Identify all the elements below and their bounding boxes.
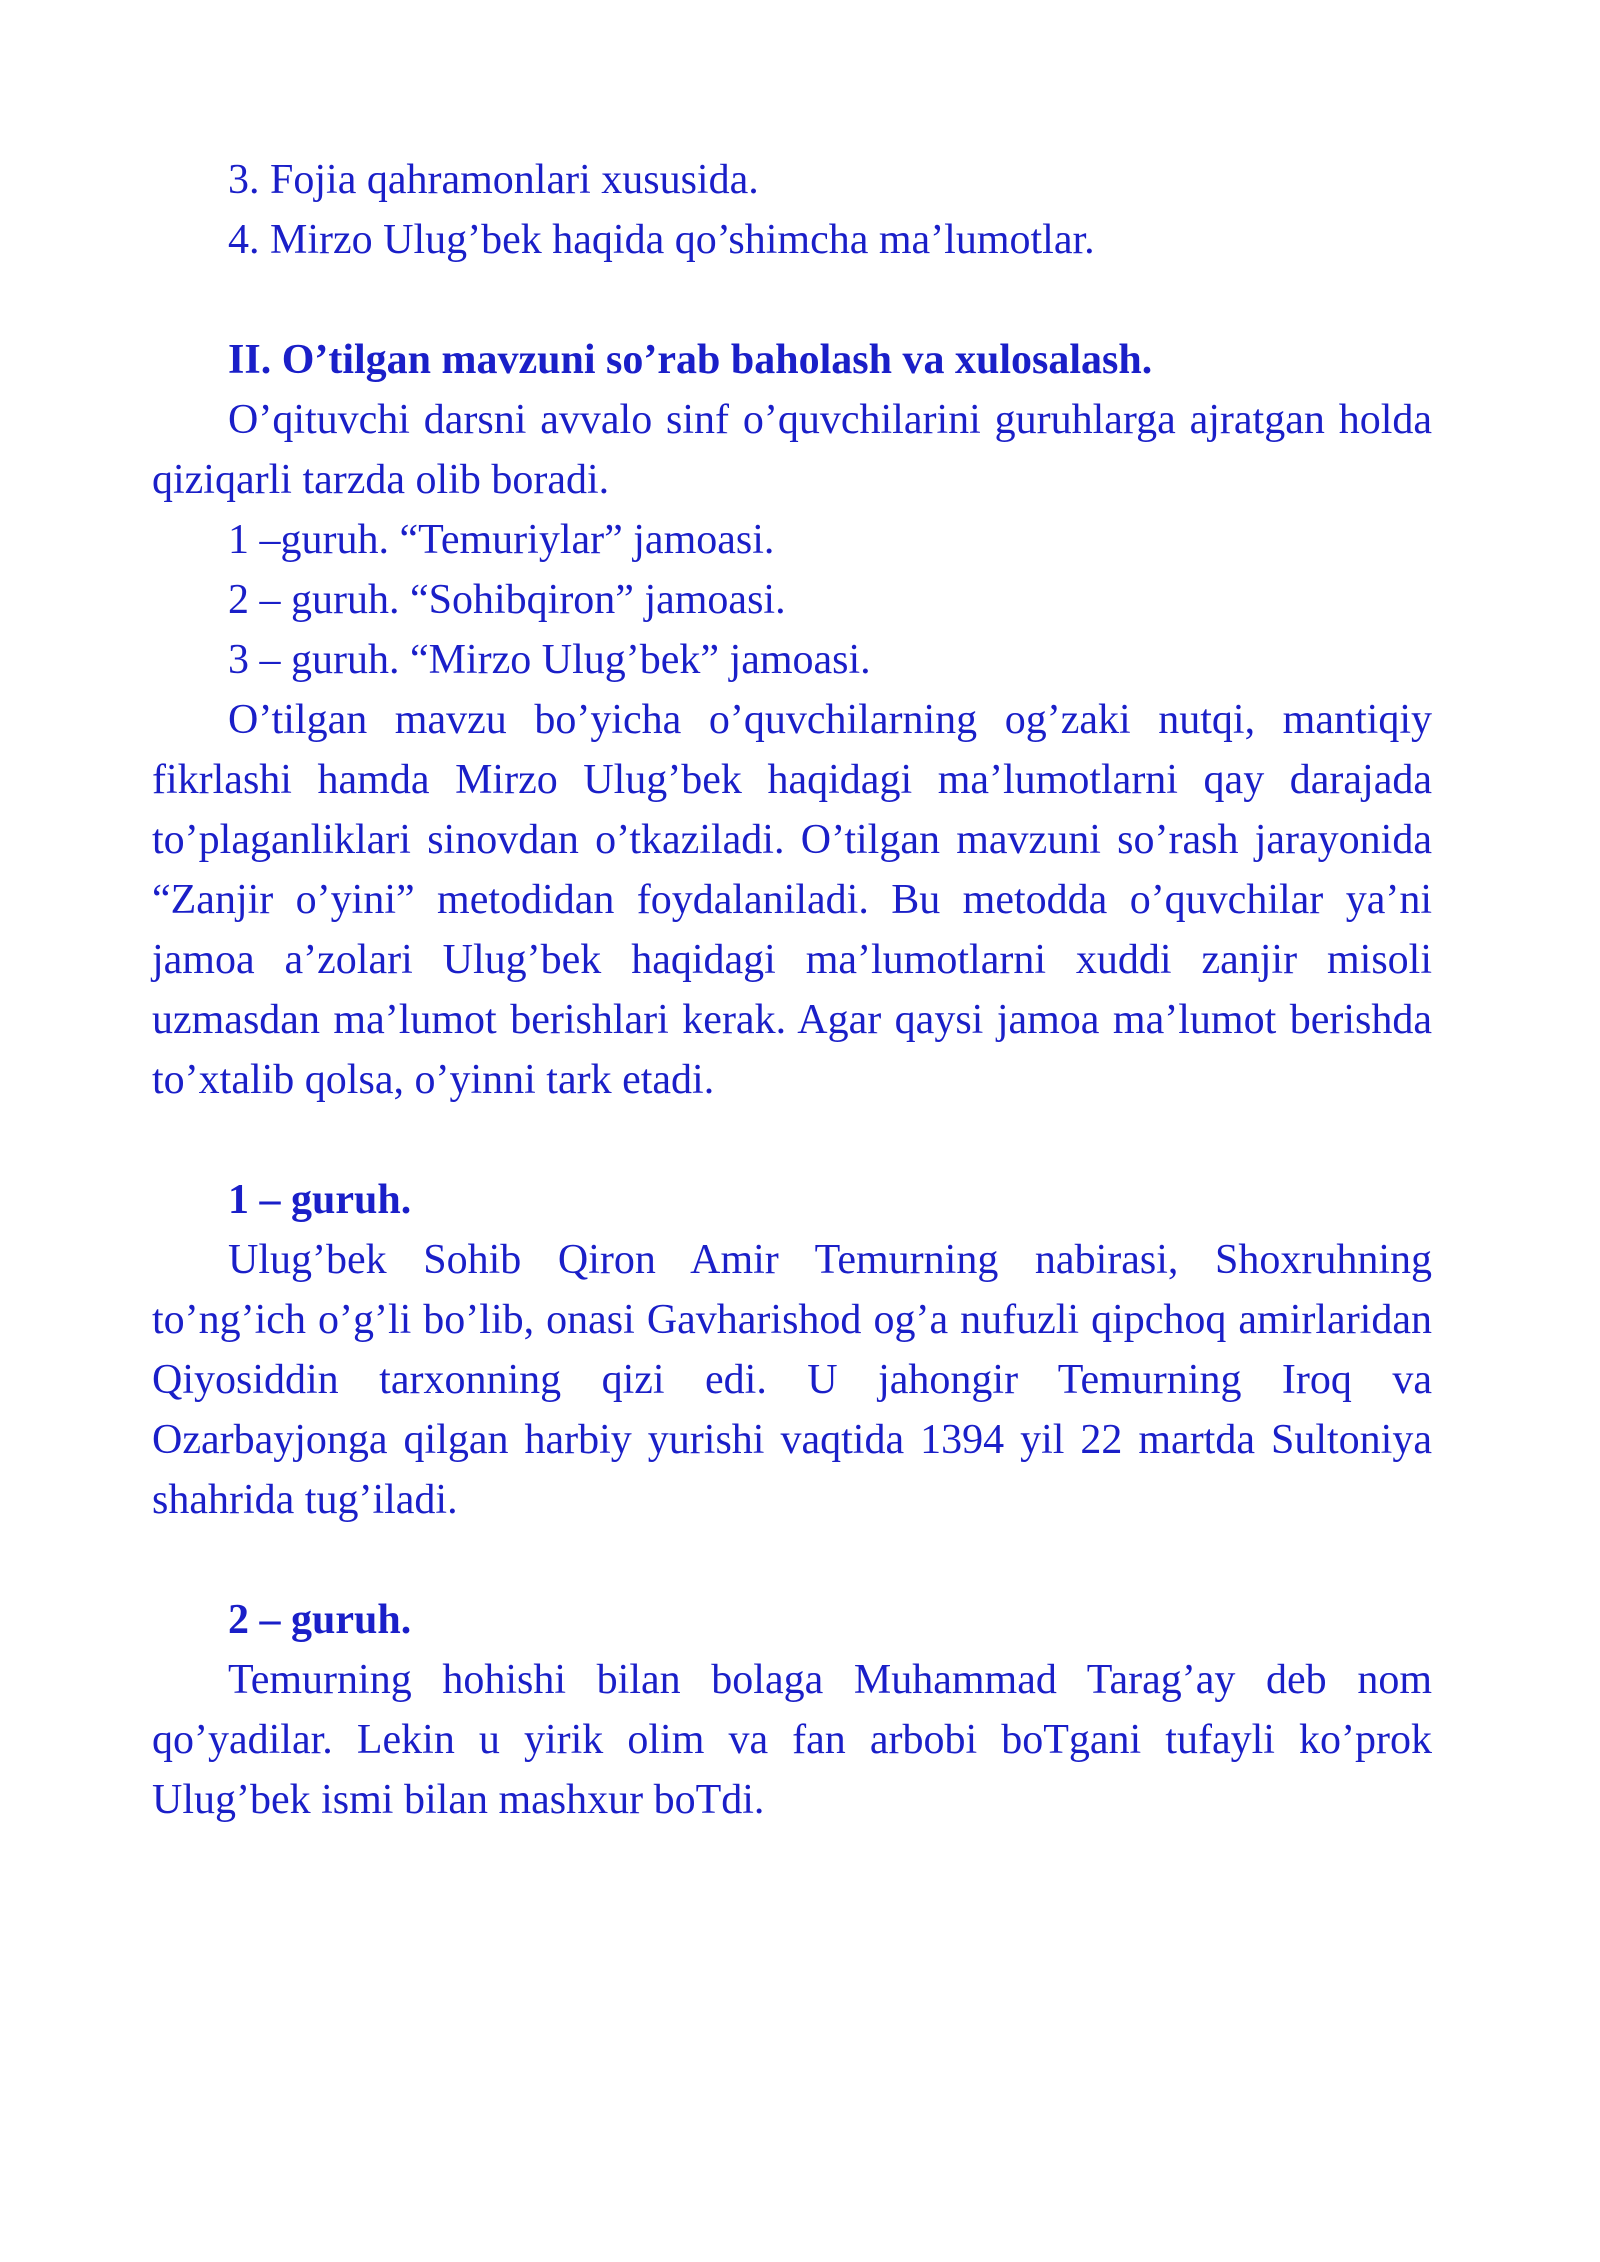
group2-heading: 2 – guruh. xyxy=(228,1597,412,1643)
document-page xyxy=(152,150,1432,1830)
group1-heading: 1 – guruh. xyxy=(228,1177,412,1223)
group-list-item-1: 1 –guruh. “Temuriylar” jamoasi. xyxy=(228,517,775,563)
group-list-item-2: 2 – guruh. “Sohibqiron” jamoasi. xyxy=(228,577,786,623)
group2-paragraph: Temurning hohishi bilan bolaga Muhammad Tarag’ay deb nom qo’yadilar. Lekin u yirik olim va fan arbobi boTgani tufayli ko’prok Ulug’bek ismi bilan mashxur boTdi. xyxy=(152,1657,1432,1823)
method-paragraph: O’tilgan mavzu bo’yicha o’quvchilarning og’zaki nutqi, mantiqiy fikrlashi hamda Mirzo Ulug’bek haqidagi ma’lumotlarni qay darajada to’plaganliklari sinovdan o’tkaziladi. O’tilgan mavzuni so’rash jarayonida “Zanjir o’yini” metodidan foydalaniladi. Bu metodda o’quvchilar ya’ni jamoa a’zolari Ulug’bek haqidagi ma’lumotlarni xuddi zanjir misoli uzmasdan ma’lumot berishlari kerak. Agar qaysi jamoa ma’lumot berishda to’xtalib qolsa, o’yinni tark etadi. xyxy=(152,697,1432,1103)
group1-paragraph: Ulug’bek Sohib Qiron Amir Temurning nabirasi, Shoxruhning to’ng’ich o’g’li bo’lib, onasi Gavharishod og’a nufuzli qipchoq amirlaridan Qiyosiddin tarxonning qizi edi. U jahongir Temurning Iroq va Ozarbayjonga qilgan harbiy yurishi vaqtida 1394 yil 22 martda Sultoniya shahrida tug’iladi. xyxy=(152,1237,1432,1523)
spacer xyxy=(152,1110,1432,1170)
group-list-item-3: 3 – guruh. “Mirzo Ulug’bek” jamoasi. xyxy=(228,637,871,683)
spacer xyxy=(152,1530,1432,1590)
list-item-3: 3. Fojia qahramonlari xususida. xyxy=(228,157,759,203)
list-item-4: 4. Mirzo Ulug’bek haqida qo’shimcha ma’lumotlar. xyxy=(228,217,1095,263)
intro-paragraph: O’qituvchi darsni avvalo sinf o’quvchilarini guruhlarga ajratgan holda qiziqarli tarzda olib boradi. xyxy=(152,397,1432,503)
spacer xyxy=(152,270,1432,330)
section-heading: II. O’tilgan mavzuni so’rab baholash va xulosalash. xyxy=(228,337,1153,383)
